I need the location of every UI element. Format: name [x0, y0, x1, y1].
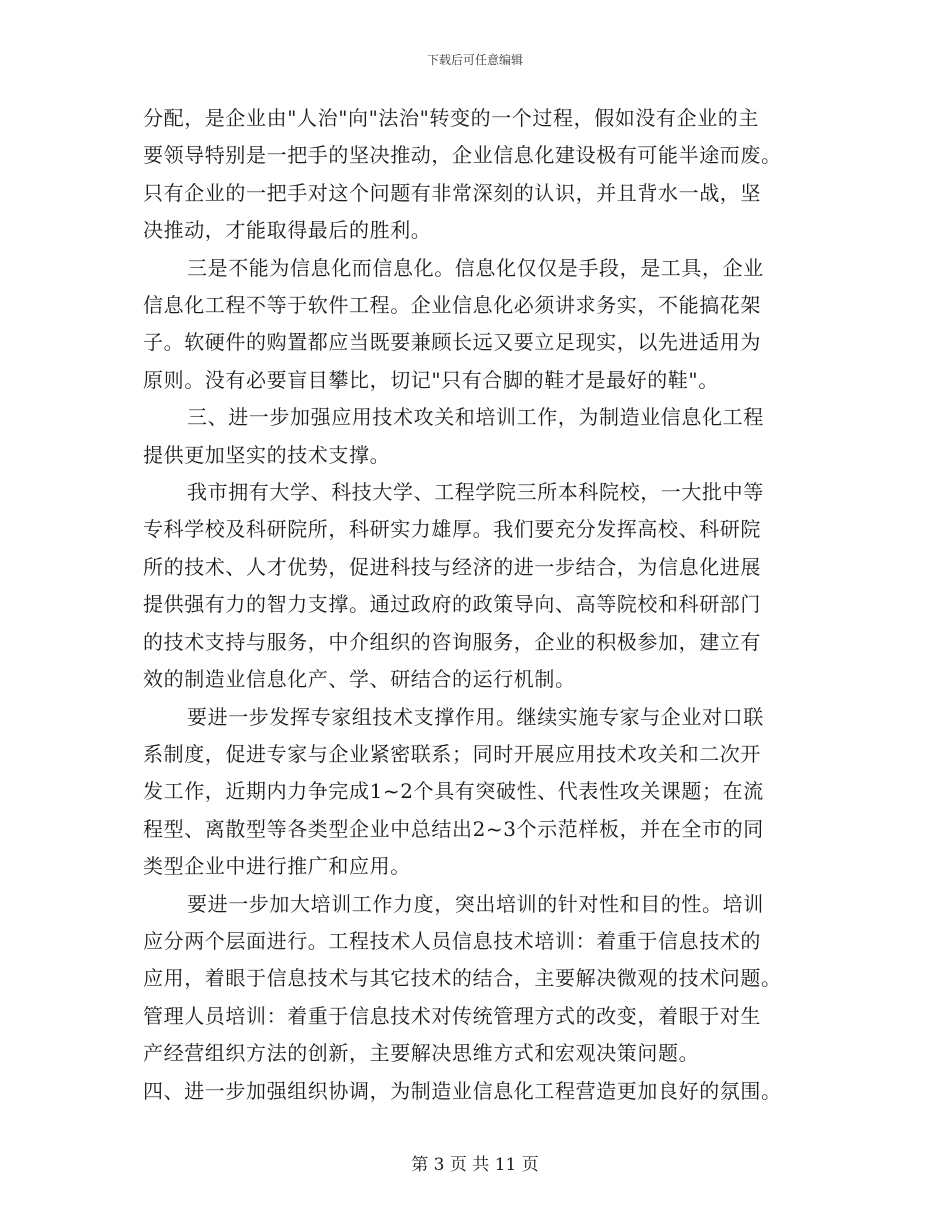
text-line: 要进一步发挥专家组技术支撑作用。继续实施专家与企业对口联: [187, 704, 764, 729]
text-line: 应分两个层面进行。工程技术人员信息技术培训：着重于信息技术的: [143, 928, 761, 953]
text-line: 原则。没有必要盲目攀比，切记"只有合脚的鞋才是最好的鞋"。: [143, 367, 719, 392]
text-line: 四、进一步加强组织协调，为制造业信息化工程营造更加良好的氛围。: [143, 1078, 782, 1103]
text-line: 效的制造业信息化产、学、研结合的运行机制。: [143, 667, 576, 692]
text-line: 提供强有力的智力支撑。通过政府的政策导向、高等院校和科研部门: [143, 592, 761, 617]
text-line: 信息化工程不等于软件工程。企业信息化必须讲求务实，不能搞花架: [143, 293, 761, 318]
text-line: 只有企业的一把手对这个问题有非常深刻的认识，并且背水一战，坚: [143, 180, 761, 205]
page-header: 下载后可任意编辑: [426, 53, 523, 67]
text-line: 三是不能为信息化而信息化。信息化仅仅是手段，是工具，企业: [187, 255, 764, 280]
text-line: 子。软硬件的购置都应当既要兼顾长远又要立足现实，以先进适用为: [143, 330, 761, 355]
text-line: 要领导特别是一把手的坚决推动，企业信息化建设极有可能半途而废。: [143, 143, 782, 168]
text-line: 系制度，促进专家与企业紧密联系；同时开展应用技术攻关和二次开: [143, 741, 761, 766]
text-line: 程型、离散型等各类型企业中总结出2~3个示范样板，并在全市的同: [143, 816, 764, 841]
text-line: 类型企业中进行推广和应用。: [143, 854, 411, 879]
text-line: 专科学校及科研院所，科研实力雄厚。我们要充分发挥高校、科研院: [143, 517, 761, 542]
text-line: 发工作，近期内力争完成1~2个具有突破性、代表性攻关课题；在流: [143, 779, 764, 804]
text-line: 分配，是企业由"人治"向"法治"转变的一个过程，假如没有企业的主: [143, 106, 759, 130]
text-line: 三、进一步加强应用技术攻关和培训工作，为制造业信息化工程: [187, 405, 764, 430]
text-line: 要进一步加大培训工作力度，突出培训的针对性和目的性。培训: [187, 891, 764, 916]
text-line: 我市拥有大学、科技大学、工程学院三所本科院校，一大批中等: [187, 480, 764, 505]
text-line: 管理人员培训：着重于信息技术对传统管理方式的改变，着眼于对生: [143, 1003, 761, 1028]
text-line: 产经营组织方法的创新，主要解决思维方式和宏观决策问题。: [143, 1041, 700, 1066]
text-line: 的技术支持与服务，中介组织的咨询服务，企业的积极参加，建立有: [143, 629, 761, 654]
text-line: 决推动，才能取得最后的胜利。: [143, 218, 432, 243]
text-line: 提供更加坚实的技术支撑。: [143, 442, 391, 467]
page-footer: 第 3 页 共 11 页: [411, 1155, 539, 1175]
document-body: [143, 100, 803, 1110]
text-line: 所的技术、人才优势，促进科技与经济的进一步结合，为信息化进展: [143, 554, 761, 579]
text-line: 应用，着眼于信息技术与其它技术的结合，主要解决微观的技术问题。: [143, 966, 782, 991]
